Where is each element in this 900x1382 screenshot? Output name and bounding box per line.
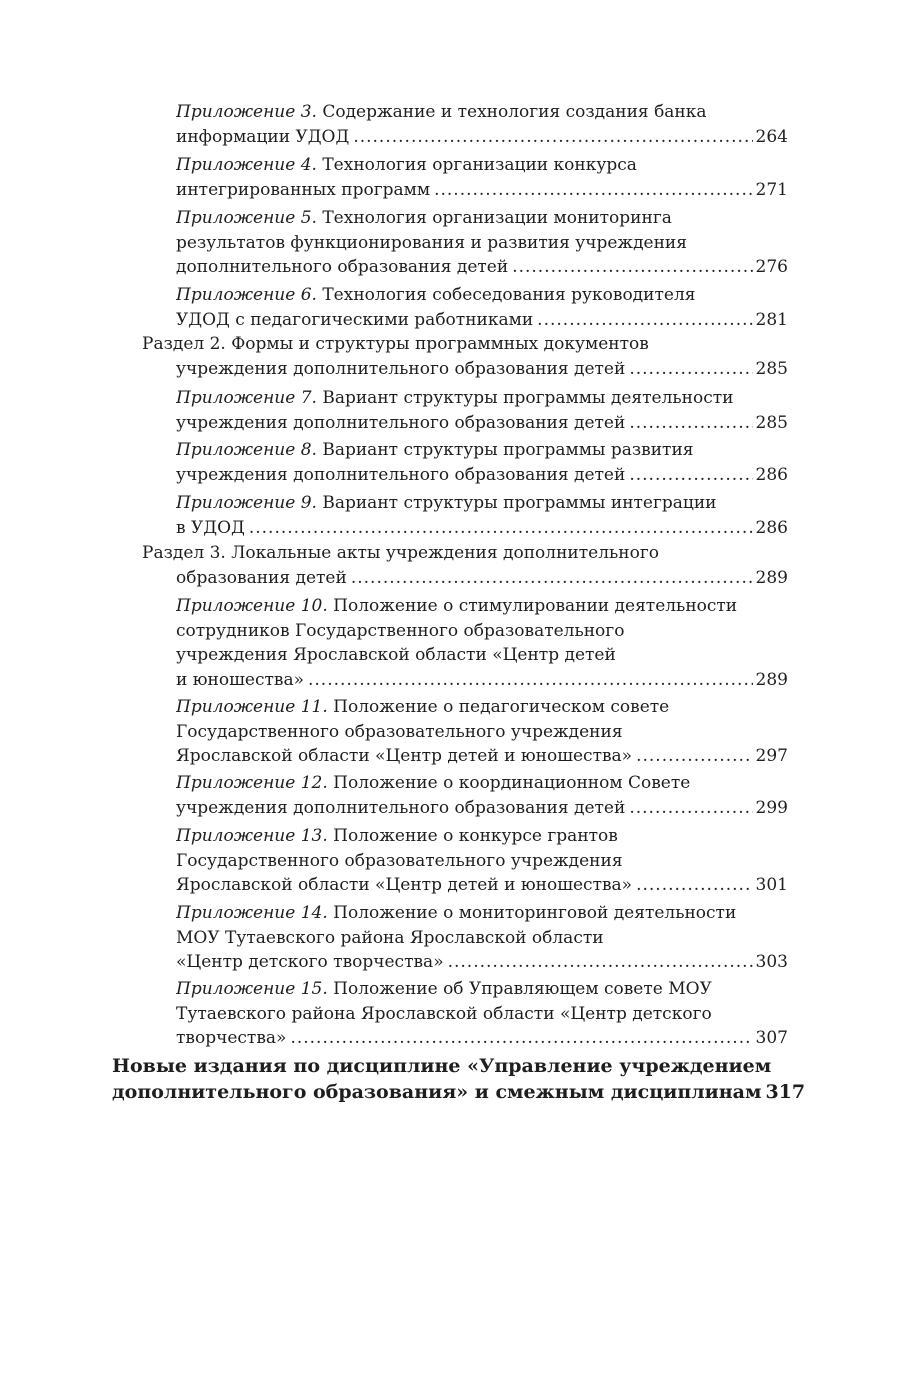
entry-title: Положение о педагогическом совете [327, 697, 670, 717]
entry-title-cont: Государственного образовательного учреждения [176, 721, 623, 742]
dot-leader [434, 178, 752, 203]
toc-entry[interactable] [176, 901, 788, 975]
entry-title: Технология организации мониторинга [316, 208, 672, 228]
page-number: 276 [755, 257, 788, 277]
page-number: 317 [765, 1081, 806, 1103]
page-number: 286 [755, 517, 788, 538]
toc-entry[interactable] [176, 153, 788, 202]
entry-title: Положение о стимулировании деятельности [327, 596, 738, 616]
toc-entry[interactable] [176, 100, 788, 149]
toc-entry[interactable] [176, 771, 788, 820]
entry-title-cont: Ярославской области «Центр детей и юношества» [176, 746, 633, 766]
final-title-cont: дополнительного образования» и смежным дисциплинам [112, 1081, 762, 1103]
entry-title: Технология организации конкурса [316, 155, 637, 175]
page-number: 286 [755, 464, 788, 485]
entry-title-cont: Ярославской области «Центр детей и юношества» [176, 875, 633, 895]
dot-leader [353, 125, 752, 150]
entry-label: Приложение 8. [176, 440, 317, 460]
entry-label: Приложение 9. [176, 493, 317, 513]
page-number: 285 [755, 358, 788, 379]
entry-label: Приложение 3. [176, 102, 317, 122]
entry-label: Приложение 14. [176, 903, 328, 923]
dot-leader [308, 668, 753, 693]
dot-leader [636, 744, 752, 769]
dot-leader [537, 308, 752, 333]
toc-entry[interactable] [176, 594, 788, 692]
page-number: 281 [755, 309, 788, 330]
toc-section[interactable] [142, 541, 788, 590]
toc-section[interactable] [142, 332, 788, 381]
entry-title-cont: в УДОД [176, 517, 245, 538]
entry-title-cont: Тутаевского района Ярославской области «Центр детского [176, 1003, 712, 1024]
toc-final-entry[interactable] [112, 1053, 806, 1105]
entry-title-cont: учреждения дополнительного образования детей [176, 412, 626, 433]
final-title: Новые издания по дисциплине «Управление учреждением [112, 1055, 772, 1077]
toc-entry[interactable] [176, 824, 788, 898]
toc-entry[interactable] [176, 977, 788, 1051]
dot-leader [351, 566, 753, 591]
page-number: 307 [755, 1028, 788, 1048]
section-title-cont: образования детей [176, 567, 347, 588]
page-number: 289 [755, 567, 788, 588]
entry-title-cont: учреждения дополнительного образования детей [176, 797, 626, 818]
page-number: 289 [755, 669, 788, 690]
dot-leader [629, 357, 752, 382]
entry-title-cont: УДОД с педагогическими работниками [176, 309, 534, 330]
entry-label: Приложение 13. [176, 826, 328, 846]
toc-entry[interactable] [176, 491, 788, 540]
entry-title-cont: информации УДОД [176, 126, 350, 147]
dot-leader [290, 1026, 752, 1051]
entry-label: Приложение 5. [176, 208, 317, 228]
page-number: 299 [755, 797, 788, 818]
entry-label: Приложение 4. [176, 155, 317, 175]
entry-title-cont: сотрудников Государственного образовательного [176, 620, 625, 641]
entry-title: Технология собеседования руководителя [316, 285, 696, 305]
entry-title-cont: творчества» [176, 1028, 287, 1048]
dot-leader [636, 873, 752, 898]
entry-label: Приложение 10. [176, 596, 328, 616]
dot-leader [629, 411, 752, 436]
section-title: Раздел 2. Формы и структуры программных документов [142, 334, 649, 354]
entry-title-cont: МОУ Тутаевского района Ярославской области [176, 927, 604, 948]
entry-label: Приложение 15. [176, 979, 328, 999]
dot-leader [629, 796, 752, 821]
toc-entry[interactable] [176, 695, 788, 769]
entry-title: Положение об Управляющем совете МОУ [327, 979, 712, 999]
entry-title: Содержание и технология создания банка [316, 102, 707, 122]
page-number: 264 [755, 126, 788, 147]
dot-leader [448, 950, 753, 975]
entry-title-cont: результатов функционирования и развития учреждения [176, 232, 687, 253]
toc-entry[interactable] [176, 206, 788, 280]
page-number: 301 [755, 875, 788, 895]
entry-title-cont: дополнительного образования детей [176, 257, 509, 277]
dot-leader [249, 516, 753, 541]
entry-title: Положение о мониторинговой деятельности [327, 903, 737, 923]
entry-title-cont: Государственного образовательного учреждения [176, 850, 623, 871]
entry-label: Приложение 6. [176, 285, 317, 305]
entry-title: Вариант структуры программы развития [316, 440, 694, 460]
page-number: 297 [755, 746, 788, 766]
toc-entry[interactable] [176, 283, 788, 332]
entry-title: Положение о координационном Совете [327, 773, 691, 793]
entry-title: Положение о конкурсе грантов [327, 826, 618, 846]
entry-title-cont: и юношества» [176, 669, 304, 690]
entry-label: Приложение 7. [176, 388, 317, 408]
dot-leader [629, 463, 752, 488]
entry-title-cont: учреждения дополнительного образования детей [176, 464, 626, 485]
dot-leader [512, 255, 752, 280]
toc-entry[interactable] [176, 386, 788, 435]
toc-entry[interactable] [176, 438, 788, 487]
entry-title-cont: интегрированных программ [176, 179, 431, 200]
entry-title: Вариант структуры программы деятельности [316, 388, 734, 408]
section-title: Раздел 3. Локальные акты учреждения дополнительного [142, 543, 659, 563]
entry-title-cont: учреждения Ярославской области «Центр детей [176, 645, 616, 665]
entry-label: Приложение 12. [176, 773, 328, 793]
section-title-cont: учреждения дополнительного образования детей [176, 358, 626, 379]
entry-label: Приложение 11. [176, 697, 328, 717]
page-number: 285 [755, 412, 788, 433]
page-number: 271 [755, 179, 788, 200]
page-number: 303 [755, 952, 788, 972]
entry-title-cont: «Центр детского творчества» [176, 952, 444, 972]
entry-title: Вариант структуры программы интеграции [316, 493, 717, 513]
